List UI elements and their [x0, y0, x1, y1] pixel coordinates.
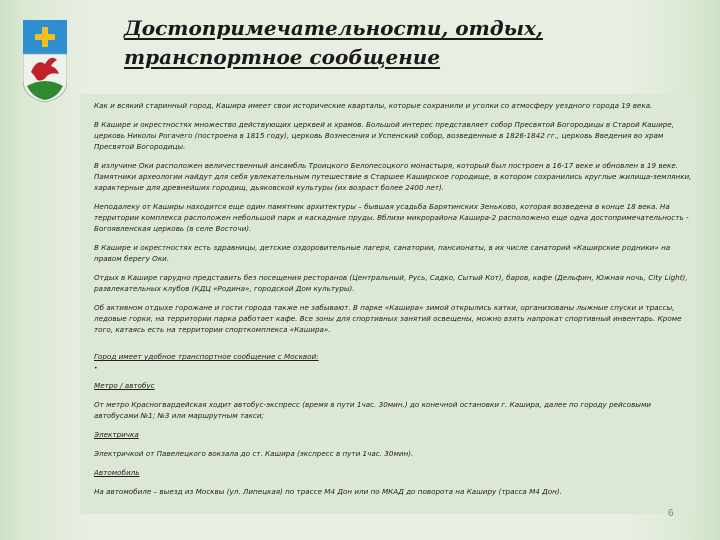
paragraph: Как и всякий старинный город, Кашира имеет свои исторические кварталы, которые сохранили и уголки со атмосферу уездного города 19 века.	[94, 101, 653, 110]
page-number: 6	[668, 508, 674, 519]
car-heading: Автомобиль	[94, 468, 140, 477]
page-title: Достопримечательности, отдых, транспортное сообщение	[124, 16, 543, 69]
paragraph: Отдых в Кашире гарудно представить без посещения ресторанов (Центральный, Русь, Садко, Сытый Кот), баров, кафе (Дельфин, Южная ночь, City Light), развлекательных клубов (КДЦ «Родина», городской Дом культуры).	[94, 273, 688, 293]
content-body	[94, 100, 694, 505]
rail-heading: Электричка	[94, 430, 139, 439]
paragraph: Об активном отдыхе горожане и гости города также не забывают. В парке «Кашира» зимой открылись катки, организованы лыжные спуски и трассы, ледовые горки, на территории парка работает кафе. Все зоны для спортивных занятий освещены, можно взять напрокат спортивный инвентарь. Кроме того, катаясь есть на территории спорткомплекса «Кашира».	[94, 303, 682, 334]
rail-text: Электричкой от Павелецкого вокзала до ст. Кашира (экспресс в пути 1час. 30мин).	[94, 449, 414, 458]
paragraph: В Кашире и окрестностях есть здравницы, детские оздоровительные лагеря, санатории, пансионаты, в их числе санаторий «Каширские родники» на правом берегу Оки.	[94, 243, 671, 263]
metro-heading: Метро / автобус	[94, 381, 155, 390]
car-text: На автомобиле – выезд из Москвы (ул. Липецкая) по трассе М4 Дон или по МКАД до поворота на Каширу (трасса М4 Дон).	[94, 487, 562, 496]
paragraph: В излучине Оки расположен величественный ансамбль Троицкого Белопесоцкого монастыря, который был построен в 16-17 веке и обновлен в 19 веке. Памятники археологии найдут для себя увлекательным путешествие в Старшее Каширское городище, в котором сохранились круглые жилища-землянки, характерные для древнейших городищ, дьяковской культуры (их возраст более 2400 лет).	[94, 161, 692, 192]
paragraph: Неподалеку от Каширы находится еще один памятник архитектуры – бывшая усадьба Барятинских Зеньково, которая возведена в конце 18 века. На территории комплекса расположен небольшой парк и каскадные пруды. Вблизи микрорайона Кашира-2 расположено еще одна достопримечательность - Богоявленская церковь (в селе Восточи).	[94, 202, 689, 233]
metro-text: От метро Красногвардейская ходит автобус-экспресс (время в пути 1час. 30мин.) до конечной остановки г. Кашира, далее по городу рейсовыми автобусами №1; №3 или маршрутным такси;	[94, 400, 652, 420]
paragraph: В Кашире и окрестностях множество действующих церквей и храмов. Большой интерес представляет собор Пресвятой Богородицы в Старой Кашире, церковь Николы Рогачего (построена в 1815 году), церковь Вознесения и Успенский собор, возведенные в 1826-1842 гг., церковь Введения во храм Пресвятой Богородицы.	[94, 120, 675, 151]
coat-of-arms-icon	[23, 20, 67, 104]
bullet-dot: •	[94, 365, 98, 372]
transport-intro: Город имеет удобное транспортное сообщение с Москвой:	[94, 352, 319, 361]
